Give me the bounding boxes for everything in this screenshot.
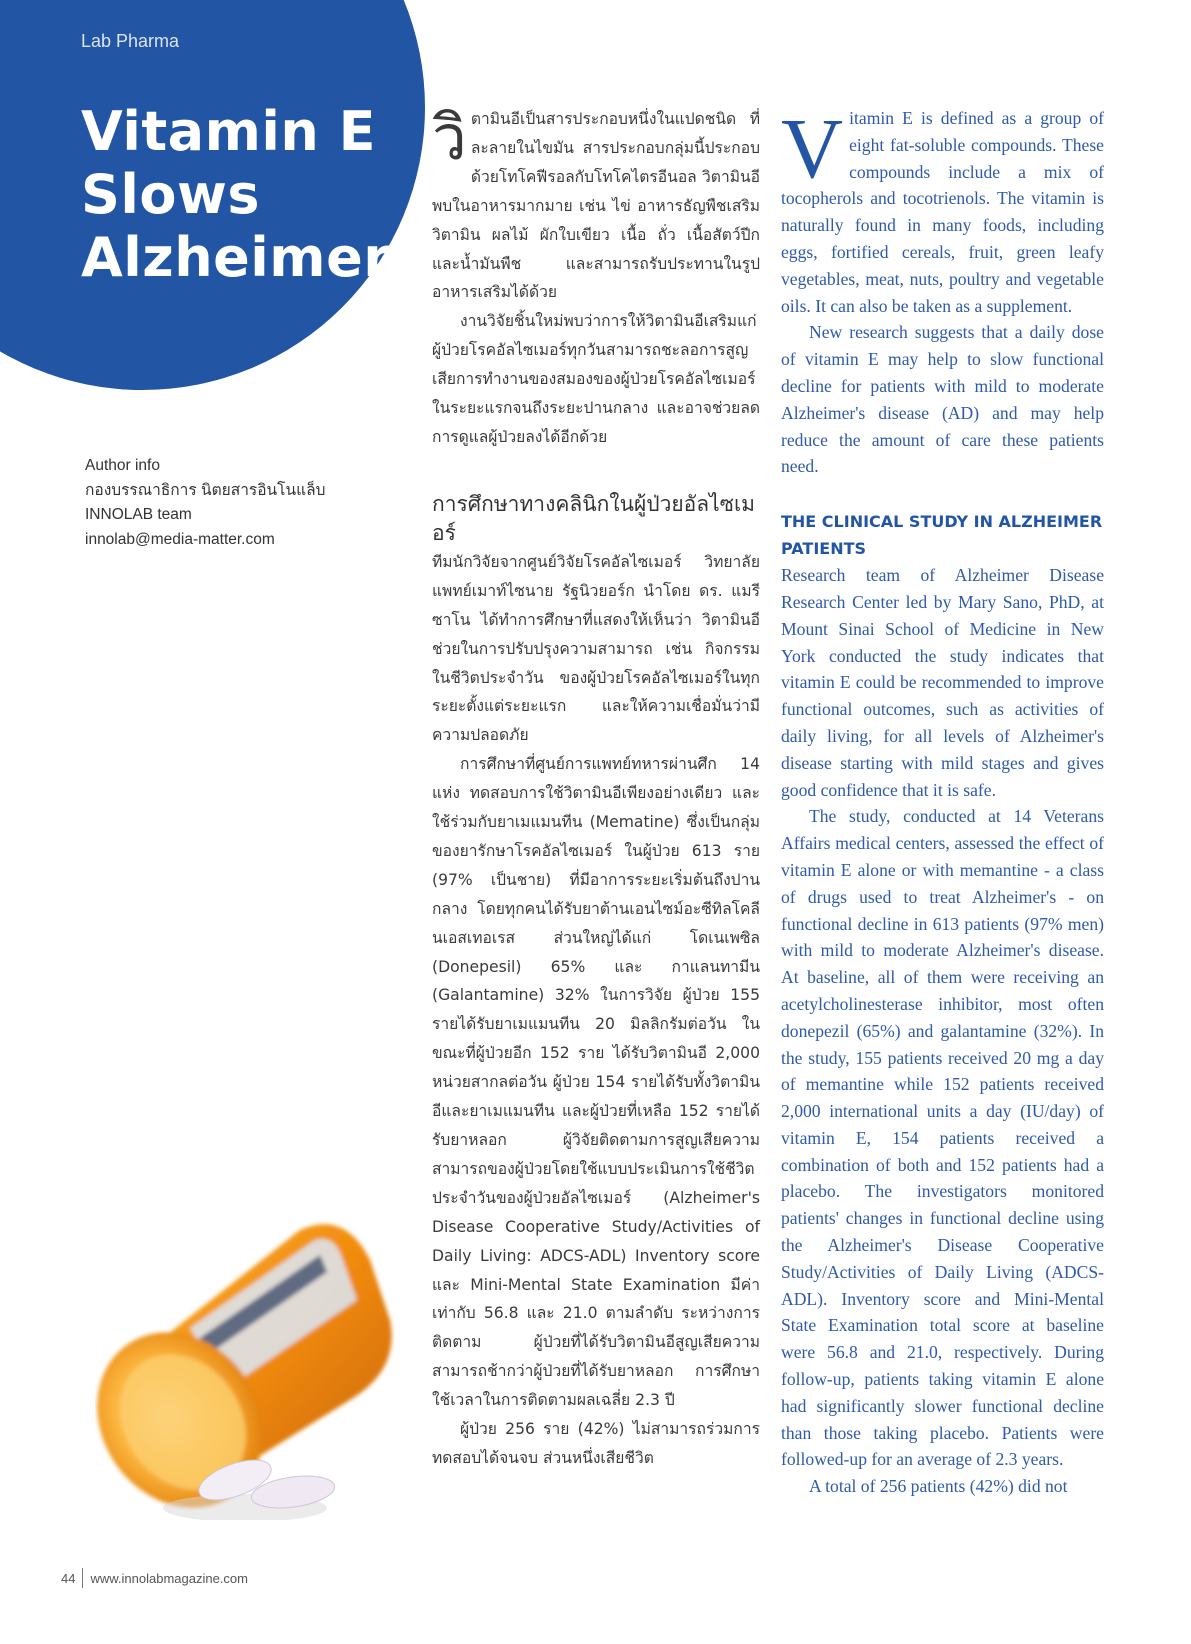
- page-number: 44: [61, 1570, 76, 1586]
- article-title: [81, 100, 390, 289]
- page-footer: [61, 1568, 248, 1588]
- thai-paragraph: การศึกษาที่ศูนย์การแพทย์ทหารผ่านศึก 14 แห่ง ทดสอบการใช้วิตามินอีเพียงอย่างเดียว และใช้ร่วมกับยาเมแมนทีน (Mematine) ซึ่งเป็นกลุ่มของยารักษาโรคอัลไซเมอร์ ในผู้ป่วย 613 ราย (97% เป็นชาย) ที่มีอาการระยะเริ่มต้นถึงปานกลาง โดยทุกคนได้รับยาต้านเอนไซม์อะซีทิลโคลีนเอสเทอเรส ส่วนใหญ่ได้แก่ โดเนเพซิล (Donepesil) 65% และ กาแลนทามีน (Galantamine) 32% ในการวิจัย ผู้ป่วย 155 รายได้รับยาเมแมนทีน 20 มิลลิกรัมต่อวัน ในขณะที่ผู้ป่วยอีก 152 ราย ได้รับวิตามินอี 2,000 หน่วยสากลต่อวัน ผู้ป่วย 154 รายได้รับทั้งวิตามินอีและยาเมแมนทีน และผู้ป่วยที่เหลือ 152 รายได้รับยาหลอก ผู้วิจัยติดตามการสูญเสียความสามารถของผู้ป่วยโดยใช้แบบประเมินการใช้ชีวิตประจำวันของผู้ป่วยอัลไซเมอร์ (Alzheimer's Disease Cooperative Study/Activities of Daily Living: ADCS-ADL) Inventory score และ Mini-Mental State Examination มีค่าเท่ากับ 56.8 และ 21.0 ตามลำดับ ระหว่างการติดตาม ผู้ป่วยที่ได้รับวิตามินอีสูญเสียความสามารถช้ากว่าผู้ป่วยที่ได้รับยาหลอก การศึกษาใช้เวลาในการติดตามผลเฉลี่ย 2.3 ปี: [432, 755, 760, 1410]
- author-email: innolab@media-matter.com: [85, 530, 275, 548]
- thai-paragraph-text: ตามินอีเป็นสารประกอบหนึ่งในแปดชนิด ที่ละลายในไขมัน สารประกอบกลุ่มนี้ประกอบด้วยโทโคฟีรอลกับโทโคไตรอีนอล วิตามินอีพบในอาหารมากมาย เช่น ไข่ อาหารธัญพืชเสริมวิตามิน ผลไม้ ผักใบเขียว เนื้อ ถั่ว เนื้อสัตว์ปีก และน้ำมันพืช และสามารถรับประทานในรูปอาหารเสริมได้ด้วย: [432, 110, 760, 302]
- title-line: Alzheimer: [81, 226, 391, 289]
- footer-divider: [82, 1568, 83, 1588]
- title-line: Vitamin E: [81, 100, 377, 163]
- section-label: Lab Pharma: [81, 31, 180, 51]
- thai-paragraph: งานวิจัยชิ้นใหม่พบว่าการให้วิตามินอีเสริมแก่ผู้ป่วยโรคอัลไซเมอร์ทุกวันสามารถชะลอการสูญเสียการทำงานของสมองของผู้ป่วยโรคอัลไซเมอร์ในระยะแรกจนถึงระยะปานกลาง และอาจช่วยลดการดูแลผู้ป่วยลงได้อีกด้วย: [432, 312, 760, 446]
- english-paragraph-text: itamin E is defined as a group of eight fat-soluble compounds. These compounds include a mix of tocopherols and tocotrienols. The vitamin is naturally found in many foods, including eggs, fortified cereals, fruit, green leafy vegetables, meat, nuts, poultry and vegetable oils. It can also be taken as a supplement.: [781, 108, 1104, 316]
- english-article-column: [781, 100, 1104, 1500]
- english-paragraph: New research suggests that a daily dose of vitamin E may help to slow functional decline for patients with mild to moderate Alzheimer's disease (AD) and may help reduce the amount of care these patients need.: [781, 322, 1104, 477]
- author-label: Author info: [85, 457, 160, 474]
- thai-paragraph: [432, 101, 760, 307]
- english-paragraph: [781, 100, 1104, 319]
- pill-bottle-image: [95, 1210, 425, 1520]
- author-info: [85, 454, 325, 552]
- english-drop-cap: V: [781, 100, 844, 196]
- english-section-heading: THE CLINICAL STUDY IN ALZHEIMER PATIENTS: [781, 512, 1103, 559]
- website-link[interactable]: www.innolabmagazine.com: [90, 1570, 248, 1586]
- english-paragraph: A total of 256 patients (42%) did not: [809, 1476, 1068, 1497]
- thai-section-heading: การศึกษาทางคลินิกในผู้ป่วยอัลไซเมอร์: [432, 491, 755, 545]
- english-paragraph: The study, conducted at 14 Veterans Affairs medical centers, assessed the effect of vitamin E alone or with memantine - a class of drugs used to treat Alzheimer's - on functional decline in 613 patients (97% men) with mild to moderate Alzheimer's disease. At baseline, all of them were receiving an acetylcholinesterase inhibitor, most often donepezil (65%) and galantamine (32%). In the study, 155 patients received 20 mg a day of memantine while 152 patients received 2,000 international units a day (IU/day) of vitamin E, 154 patients received a combination of both and 152 patients had a placebo. The investigators monitored patients' changes in functional decline using the Alzheimer's Disease Cooperative Study/Activities of Daily Living (ADCS-ADL). Inventory score and Mini-Mental State Examination total score at baseline were 56.8 and 21.0, respectively. During follow-up, patients taking vitamin E alone had significantly slower functional decline than those taking placebo. Patients were followed-up for an average of 2.3 years.: [781, 806, 1104, 1470]
- title-line: Slows: [81, 163, 261, 226]
- author-name-thai: กองบรรณาธิการ นิตยสารอินโนแล็บ: [85, 481, 326, 499]
- english-paragraph: Research team of Alzheimer Disease Research Center led by Mary Sano, PhD, at Mount Sinai School of Medicine in New York conducted the study indicates that vitamin E could be recommended to improve functional outcomes, such as activities of daily living, for all levels of Alzheimer's disease starting with mild stages and gives good confidence that it is safe.: [781, 565, 1104, 800]
- thai-article-column: [432, 101, 760, 1473]
- thai-paragraph: ทีมนักวิจัยจากศูนย์วิจัยโรคอัลไซเมอร์ วิทยาลัยแพทย์เมาท์ไซนาย รัฐนิวยอร์ก นำโดย ดร. แมรี ซาโน ได้ทำการศึกษาที่แสดงให้เห็นว่า วิตามินอีช่วยในการปรับปรุงความสามารถ เช่น กิจกรรมในชีวิตประจำวัน ของผู้ป่วยโรคอัลไซเมอร์ในทุกระยะตั้งแต่ระยะแรก และให้ความเชื่อมั่นว่ามีความปลอดภัย: [432, 552, 760, 745]
- thai-paragraph: ผู้ป่วย 256 ราย (42%) ไม่สามารถร่วมการทดสอบได้จนจบ ส่วนหนึ่งเสียชีวิต: [432, 1420, 760, 1467]
- author-team: INNOLAB team: [85, 506, 192, 523]
- thai-drop-cap: วิ: [432, 101, 467, 174]
